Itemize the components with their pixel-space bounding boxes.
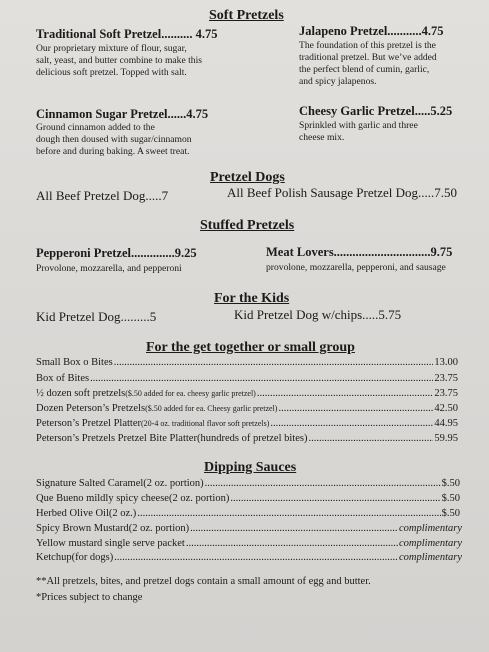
stuffed-pretzels-heading: Stuffed Pretzels [200, 218, 295, 233]
cinnamon-pretzel-title: Cinnamon Sugar Pretzel......4.75 [36, 107, 209, 121]
allergen-footnote: **All pretzels, bites, and pretzel dogs contain a small amount of egg and butter. [36, 576, 371, 587]
meat-lovers-title: Meat Lovers...............................9.75 [266, 245, 453, 259]
pepperoni-pretzel-title: Pepperoni Pretzel..............9.25 [36, 246, 197, 260]
sauce-row: Ketchup(for dogs) ..... complimentary [36, 552, 462, 563]
meat-lovers-desc: provolone, mozzarella, pepperoni, and sausage [266, 262, 446, 273]
group-row: Peterson’s Pretzel Platter (20-4 oz. traditional flavor soft pretzels) ..... 44.95 [36, 418, 458, 429]
pepperoni-pretzel-desc: Provolone, mozzarella, and pepperoni [36, 263, 182, 274]
beef-pretzel-dog: All Beef Pretzel Dog.....7 [36, 188, 169, 203]
sauce-row: Que Bueno mildly spicy cheese(2 oz. portion) ..... $.50 [36, 493, 460, 504]
cheesy-garlic-pretzel-desc: Sprinkled with garlic and three cheese mix. [299, 120, 418, 143]
traditional-pretzel-title: Traditional Soft Pretzel.......... 4.75 [36, 27, 218, 41]
sauce-row: Spicy Brown Mustard(2 oz. portion) ..... complimentary [36, 523, 462, 534]
cinnamon-pretzel-desc: Ground cinnamon added to the dough then doused with sugar/cinnamon before and during baking. A sweet treat. [36, 122, 192, 157]
group-row: Box of Bites ..... 23.75 [36, 373, 458, 384]
group-heading: For the get together or small group [146, 340, 355, 355]
sauce-row: Herbed Olive Oil(2 oz.) ..... $.50 [36, 508, 460, 519]
sauce-row: Signature Salted Caramel(2 oz. portion) ..... $.50 [36, 478, 460, 489]
sauce-row: Yellow mustard single serve packet ..... complimentary [36, 538, 462, 549]
cheesy-garlic-pretzel-title: Cheesy Garlic Pretzel.....5.25 [299, 104, 453, 118]
group-row: Peterson’s Pretzels Pretzel Bite Platter(hundreds of pretzel bites) ..... 59.95 [36, 433, 458, 444]
polish-sausage-pretzel-dog: All Beef Polish Sausage Pretzel Dog.....7.50 [227, 185, 457, 200]
group-row: Dozen Peterson’s Pretzels ($.50 added for ea. Cheesy garlic pretzel) ..... 42.50 [36, 403, 458, 414]
group-row: Small Box o Bites ..... 13.00 [36, 357, 458, 368]
group-row: ½ dozen soft pretzels ($.50 added for ea. cheesy garlic pretzel) ..... 23.75 [36, 388, 458, 399]
kids-heading: For the Kids [214, 291, 290, 306]
price-footnote: *Prices subject to change [36, 592, 143, 603]
jalapeno-pretzel-desc: The foundation of this pretzel is the traditional pretzel. But we’ve added the perfect blend of cumin, garlic, and spicy jalapenos. [299, 40, 437, 87]
traditional-pretzel-desc: Our proprietary mixture of flour, sugar, salt, yeast, and butter combine to make this delicious soft pretzel. Topped with salt. [36, 43, 202, 78]
jalapeno-pretzel-title: Jalapeno Pretzel...........4.75 [299, 24, 444, 38]
kid-pretzel-dog-chips: Kid Pretzel Dog w/chips.....5.75 [234, 307, 402, 322]
soft-pretzels-heading: Soft Pretzels [209, 8, 284, 23]
dipping-sauces-heading: Dipping Sauces [204, 460, 297, 475]
kid-pretzel-dog: Kid Pretzel Dog.........5 [36, 309, 157, 324]
pretzel-dogs-heading: Pretzel Dogs [210, 170, 285, 185]
